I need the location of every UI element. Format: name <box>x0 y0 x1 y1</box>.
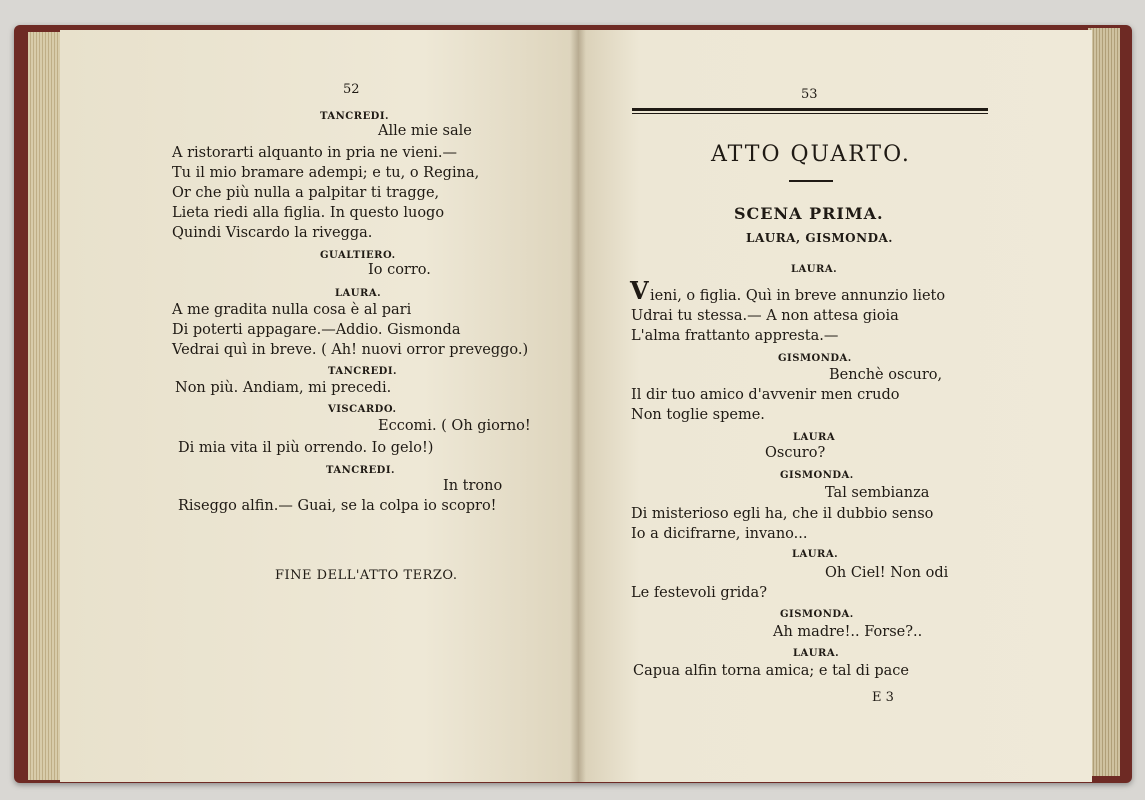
page-number: 52 <box>343 82 360 97</box>
signature-mark: E 3 <box>872 690 894 705</box>
verse-line: ieni, o figlia. Quì in breve annunzio lieto <box>650 288 946 304</box>
verse-line: Oh Ciel! Non odi <box>825 565 949 581</box>
speaker-name: LAURA. <box>793 648 840 659</box>
verse-line: Di misterioso egli ha, che il dubbio senso <box>631 506 934 522</box>
header-rule-thin <box>632 113 988 114</box>
verse-line: Eccomi. ( Oh giorno! <box>378 418 531 434</box>
speaker-name: TANCREDI. <box>320 111 390 122</box>
verse-line: Tu il mio bramare adempi; e tu, o Regina, <box>172 165 480 181</box>
drop-cap: V <box>630 276 649 305</box>
verse-line: Io corro. <box>368 262 431 278</box>
speaker-name: GISMONDA. <box>780 609 854 620</box>
act-ending: FINE DELL'ATTO TERZO. <box>275 568 458 583</box>
verse-line: Il dir tuo amico d'avvenir men crudo <box>631 387 900 403</box>
verse-line: Alle mie sale <box>378 123 472 139</box>
verse-line: Vedrai quì in breve. ( Ah! nuovi orror preveggo.) <box>172 342 529 358</box>
verse-line: A me gradita nulla cosa è al pari <box>172 302 412 318</box>
speaker-name: GISMONDA. <box>778 353 852 364</box>
speaker-name: TANCREDI. <box>328 366 398 377</box>
speaker-name: LAURA. <box>791 264 838 275</box>
title-divider <box>789 180 833 182</box>
verse-line: A ristorarti alquanto in pria ne vieni.— <box>172 145 457 161</box>
verse-line: Non toglie speme. <box>631 407 765 423</box>
verse-line: Di mia vita il più orrendo. Io gelo!) <box>178 440 434 456</box>
verse-line: Tal sembianza <box>825 485 930 501</box>
verse-line: Capua alfin torna amica; e tal di pace <box>633 663 909 679</box>
verse-line: Udrai tu stessa.— A non attesa gioia <box>631 308 899 324</box>
speaker-name: TANCREDI. <box>326 465 396 476</box>
verse-line: Io a dicifrarne, invano... <box>631 526 808 542</box>
speaker-name: GUALTIERO. <box>320 250 396 261</box>
speaker-name: VISCARDO. <box>328 404 397 415</box>
left-page <box>60 30 578 782</box>
speaker-name: LAURA. <box>792 549 839 560</box>
verse-line: Ah madre!.. Forse?.. <box>773 624 923 640</box>
speaker-name: LAURA <box>793 432 836 443</box>
act-title: ATTO QUARTO. <box>711 142 911 167</box>
verse-line: Oscuro? <box>765 445 826 461</box>
page-edges-right <box>1088 28 1120 776</box>
verse-line: Quindi Viscardo la rivegga. <box>172 225 373 241</box>
verse-line: Lieta riedi alla figlia. In questo luogo <box>172 205 445 221</box>
verse-line: Or che più nulla a palpitar ti tragge, <box>172 185 440 201</box>
verse-line: Benchè oscuro, <box>829 367 943 383</box>
verse-line: Riseggo alfin.— Guai, se la colpa io scopro! <box>178 498 497 514</box>
scene-cast: LAURA, GISMONDA. <box>746 231 893 245</box>
speaker-name: LAURA. <box>335 288 382 299</box>
verse-line: In trono <box>443 478 503 494</box>
verse-line: Di poterti appagare.—Addio. Gismonda <box>172 322 461 338</box>
verse-line: Le festevoli grida? <box>631 585 767 601</box>
header-rule-thick <box>632 108 988 111</box>
scene-title: SCENA PRIMA. <box>734 204 884 223</box>
page-number: 53 <box>801 87 818 102</box>
verse-line: L'alma frattanto appresta.— <box>631 328 839 344</box>
speaker-name: GISMONDA. <box>780 470 854 481</box>
book-gutter <box>570 30 586 782</box>
verse-line: Non più. Andiam, mi precedi. <box>175 380 392 396</box>
